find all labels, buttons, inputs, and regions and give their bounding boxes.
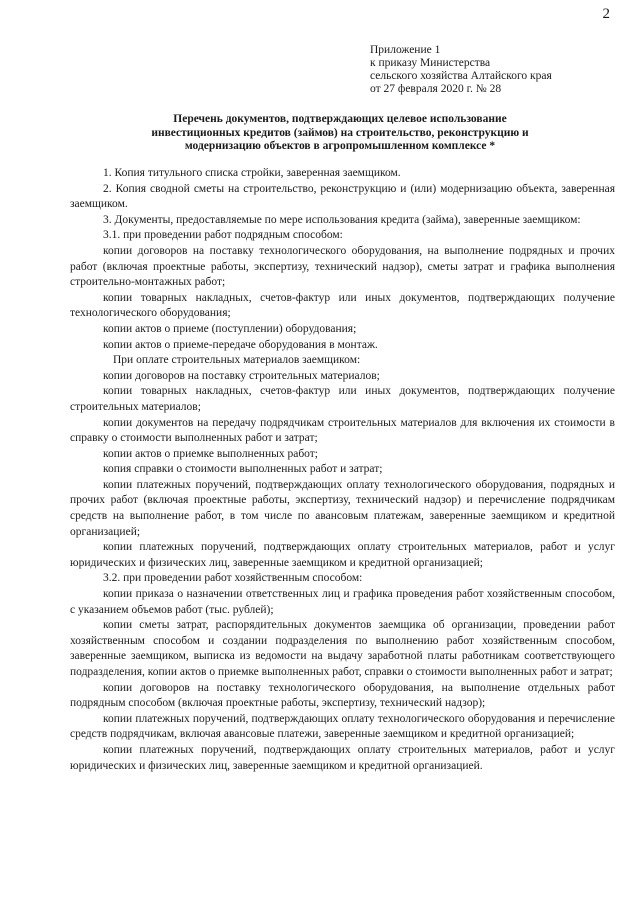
paragraph: копии платежных поручений, подтверждающих оплату технологического оборудования и перечисление средств подрядчикам, включая авансовые платежи, заверенные заемщиком и кредитной организацией; <box>70 712 615 741</box>
paragraph: При оплате строительных материалов заемщиком: <box>113 354 361 367</box>
paragraph: копии платежных поручений, подтверждающих оплату строительных материалов, работ и услуг юридических и физических лиц, заверенные заемщиком и кредитной организацией. <box>70 743 615 772</box>
paragraph: 2. Копия сводной сметы на строительство, реконструкцию и (или) модернизацию объекта, заверенная заемщиком. <box>70 182 615 211</box>
title-line: инвестиционных кредитов (займов) на строительство, реконструкцию и <box>151 126 529 139</box>
paragraph: 3.1. при проведении работ подрядным способом: <box>103 229 343 242</box>
paragraph: копии договоров на поставку строительных материалов; <box>103 369 380 382</box>
appendix-header <box>370 44 620 96</box>
appendix-line: сельского хозяйства Алтайского края <box>370 70 552 82</box>
paragraph: 3. Документы, предоставляемые по мере использования кредита (займа), заверенные заемщиком: <box>103 213 581 226</box>
paragraph: копии документов на передачу подрядчикам строительных материалов для включения их стоимости в справку о стоимости выполненных работ и затрат; <box>70 416 615 445</box>
paragraph: копии договоров на поставку технологического оборудования, на выполнение подрядных и прочих работ (включая проектные работы, экспертизу, технический надзор), сметы затрат и графика выполнения строительно-монтажных работ; <box>70 244 615 289</box>
page-number: 2 <box>602 6 610 22</box>
paragraph: 3.2. при проведении работ хозяйственным способом: <box>103 572 363 585</box>
title-line: Перечень документов, подтверждающих целевое использование <box>173 113 507 125</box>
appendix-line: от 27 февраля 2020 г. № 28 <box>370 83 502 95</box>
paragraph: копии актов о приемке выполненных работ; <box>103 447 318 460</box>
paragraph: копии приказа о назначении ответственных лиц и графика проведения работ хозяйственным способом, с указанием объемов работ (тыс. рублей); <box>70 588 615 616</box>
paragraph: копия справки о стоимости выполненных работ и затрат; <box>103 463 383 476</box>
title-line: модернизацию объектов в агропромышленном комплексе * <box>184 140 496 152</box>
paragraph: копии платежных поручений, подтверждающих оплату строительных материалов, работ и услуг юридических и физических лиц, заверенные заемщиком и кредитной организацией; <box>70 541 615 569</box>
paragraph: копии платежных поручений, подтверждающих оплату технологического оборудования, подрядных и прочих работ (включая проектные работы, экспертизу, технический надзор) и перечисление подрядчикам средств на выполнение работ, в том числе по авансовым платежам, заверенные заемщиком и кредитной организацией; <box>70 478 615 538</box>
paragraph: копии сметы затрат, распорядительных документов заемщика об организации, проведении работ хозяйственным способом и создании подразделения по выполнению работ хозяйственным способом, заверенные заемщиком, выписка из ведомости на выдачу заработной платы работникам соответствующего подразделения, копии актов о приемке выполненных работ, справки о стоимости выполненных работ и затрат; <box>70 619 615 678</box>
appendix-line: Приложение 1 <box>370 44 441 56</box>
paragraph: копии договоров на поставку технологического оборудования, на выполнение отдельных работ подрядным способом (включая проектные работы, экспертизу, технический надзор); <box>70 681 615 710</box>
document-title <box>70 113 610 154</box>
paragraph: копии товарных накладных, счетов-фактур или иных документов, подтверждающих получение технологического оборудования; <box>70 291 615 320</box>
document-body <box>70 166 615 774</box>
paragraph: 1. Копия титульного списка стройки, заверенная заемщиком. <box>103 167 401 179</box>
paragraph: копии актов о приеме (поступлении) оборудования; <box>103 322 357 335</box>
paragraph: копии актов о приеме-передаче оборудования в монтаж. <box>103 338 378 351</box>
appendix-line: к приказу Министерства <box>370 57 491 69</box>
paragraph: копии товарных накладных, счетов-фактур или иных документов, подтверждающих получение строительных материалов; <box>70 385 615 413</box>
